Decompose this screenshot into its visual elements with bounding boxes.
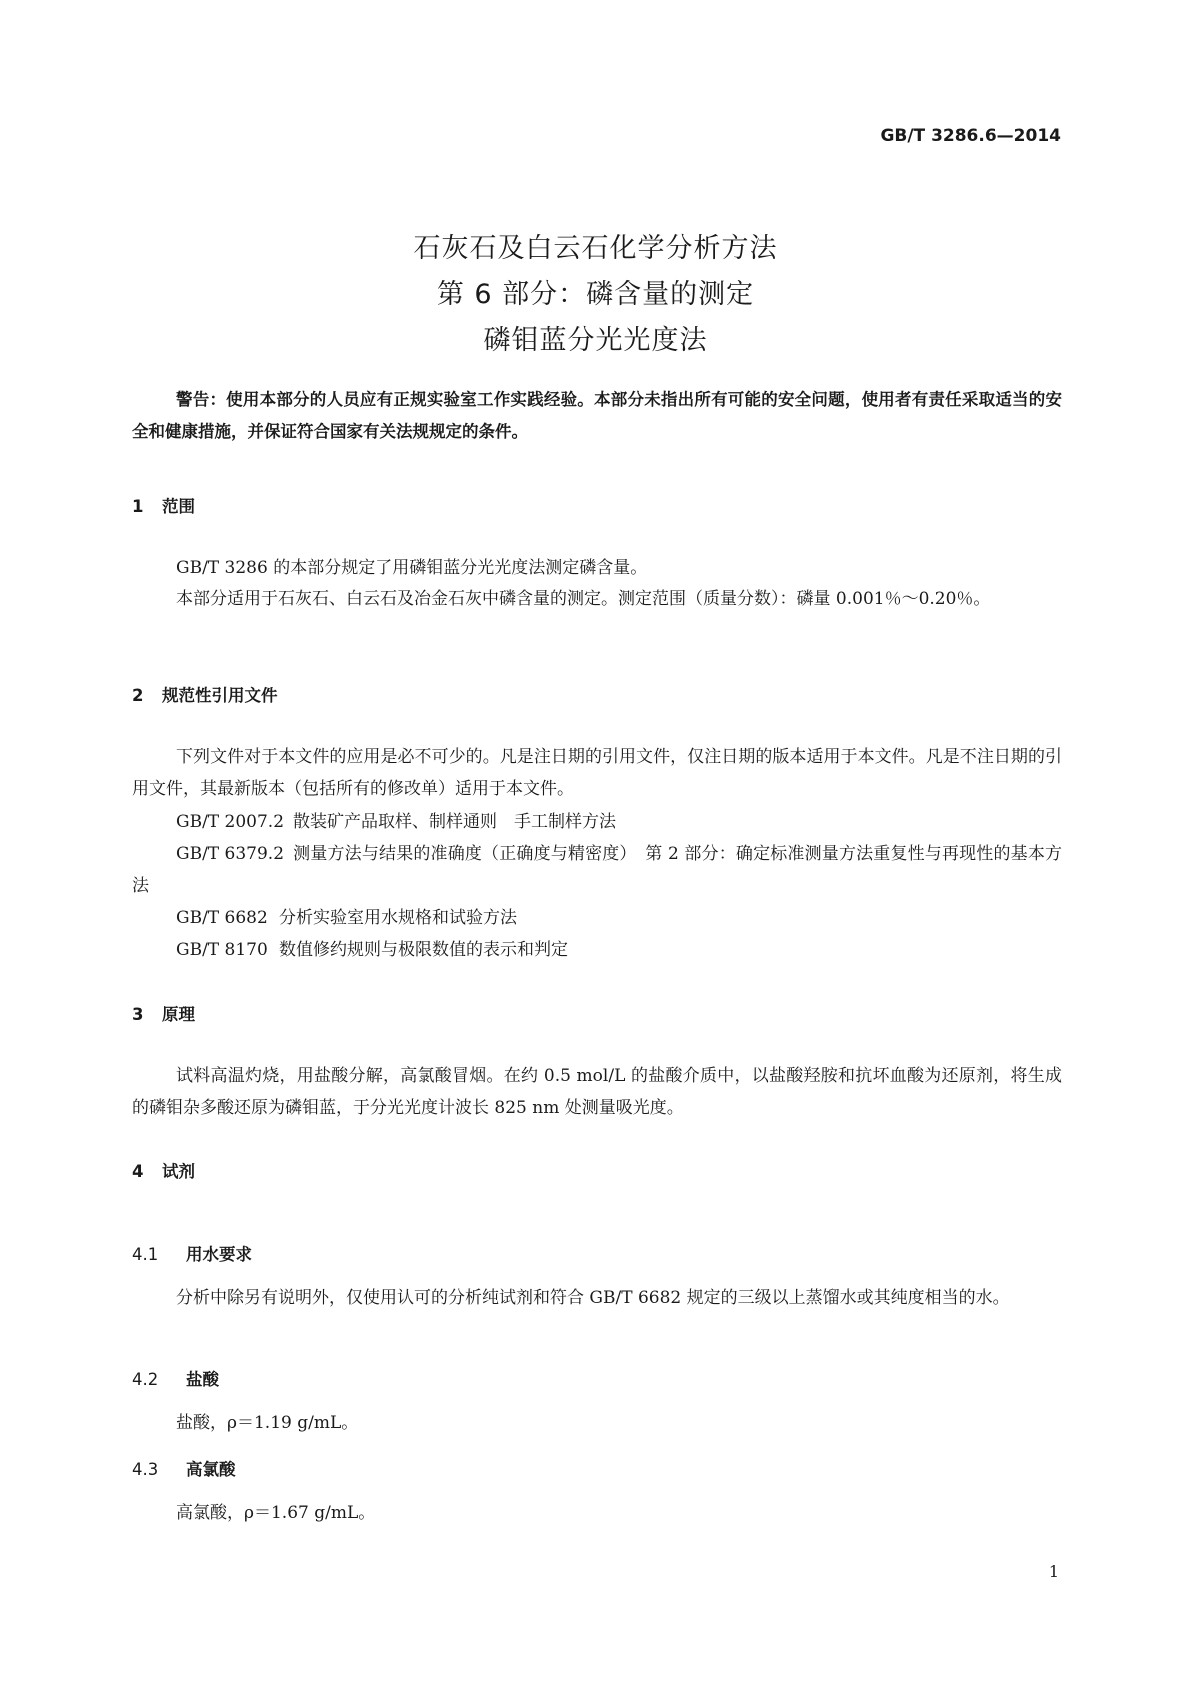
subsection-4-2-heading bbox=[132, 1366, 219, 1390]
title-line-2: 第 6 部分：磷含量的测定 bbox=[436, 279, 755, 310]
section-title: 试剂 bbox=[162, 1162, 195, 1181]
warning-paragraph: 警告：使用本部分的人员应有正规实验室工作实践经验。本部分未指出所有可能的安全问题，使用者有责任采取适当的安全和健康措施，并保证符合国家有关法规规定的条件。 bbox=[132, 390, 1062, 441]
subsection-title: 高氯酸 bbox=[186, 1460, 236, 1479]
section-4-heading bbox=[132, 1158, 195, 1182]
reference-title: 数值修约规则与极限数值的表示和判定 bbox=[279, 940, 568, 960]
subsection-title: 用水要求 bbox=[186, 1245, 252, 1264]
subsection-number: 4.2 bbox=[132, 1370, 159, 1389]
principle-paragraph: 试料高温灼烧，用盐酸分解，高氯酸冒烟。在约 0.5 mol/L 的盐酸介质中，以盐酸羟胺和抗坏血酸为还原剂，将生成的磷钼杂多酸还原为磷钼蓝，于分光光度计波长 825 nm 处测量吸光度。 bbox=[132, 1066, 1062, 1118]
section-number: 2 bbox=[132, 686, 144, 705]
water-requirement-paragraph: 分析中除另有说明外，仅使用认可的分析纯试剂和符合 GB/T 6682 规定的三级以上蒸馏水或其纯度相当的水。 bbox=[176, 1288, 1010, 1308]
reference-item bbox=[176, 934, 1062, 966]
subsection-number: 4.1 bbox=[132, 1245, 159, 1264]
scope-paragraph-2: 本部分适用于石灰石、白云石及冶金石灰中磷含量的测定。测定范围（质量分数）：磷量 0.001％～0.20％。 bbox=[176, 589, 991, 609]
subsection-4-1-heading bbox=[132, 1241, 252, 1265]
hydrochloric-acid-paragraph: 盐酸，ρ＝1.19 g/mL。 bbox=[176, 1413, 359, 1433]
subsection-number: 4.3 bbox=[132, 1460, 159, 1479]
reference-title: 分析实验室用水规格和试验方法 bbox=[279, 908, 517, 928]
reference-item bbox=[176, 902, 1062, 934]
title-line-1: 石灰石及白云石化学分析方法 bbox=[413, 233, 778, 264]
section-number: 1 bbox=[132, 497, 144, 516]
section-1-heading bbox=[132, 493, 195, 517]
reference-code: GB/T 6379.2 bbox=[176, 844, 285, 864]
reference-code: GB/T 6682 bbox=[176, 908, 268, 928]
title-line-3: 磷钼蓝分光光度法 bbox=[483, 325, 708, 356]
reference-code: GB/T 8170 bbox=[176, 940, 268, 960]
references-intro: 下列文件对于本文件的应用是必不可少的。凡是注日期的引用文件，仅注日期的版本适用于本文件。凡是不注日期的引用文件，其最新版本（包括所有的修改单）适用于本文件。 bbox=[132, 747, 1062, 799]
scope-paragraph-1: GB/T 3286 的本部分规定了用磷钼蓝分光光度法测定磷含量。 bbox=[176, 558, 648, 578]
section-title: 原理 bbox=[162, 1005, 195, 1024]
section-2-heading bbox=[132, 682, 278, 706]
section-title: 范围 bbox=[162, 497, 195, 516]
section-3-heading bbox=[132, 1001, 195, 1025]
document-title bbox=[0, 226, 1191, 364]
subsection-4-3-heading bbox=[132, 1456, 236, 1480]
section-number: 3 bbox=[132, 1005, 144, 1024]
perchloric-acid-paragraph: 高氯酸，ρ＝1.67 g/mL。 bbox=[176, 1503, 376, 1523]
reference-title: 测量方法与结果的准确度（正确度与精密度） 第 2 部分：确定标准测量方法重复性与再现性的基本方法 bbox=[132, 844, 1062, 896]
reference-item bbox=[176, 806, 1062, 838]
section-number: 4 bbox=[132, 1162, 144, 1181]
standard-code: GB/T 3286.6—2014 bbox=[880, 126, 1061, 146]
section-title: 规范性引用文件 bbox=[162, 686, 278, 705]
reference-item bbox=[132, 838, 1062, 902]
reference-title: 散装矿产品取样、制样通则 手工制样方法 bbox=[293, 812, 616, 832]
subsection-title: 盐酸 bbox=[186, 1370, 219, 1389]
page-number: 1 bbox=[1048, 1562, 1059, 1581]
reference-code: GB/T 2007.2 bbox=[176, 812, 285, 832]
